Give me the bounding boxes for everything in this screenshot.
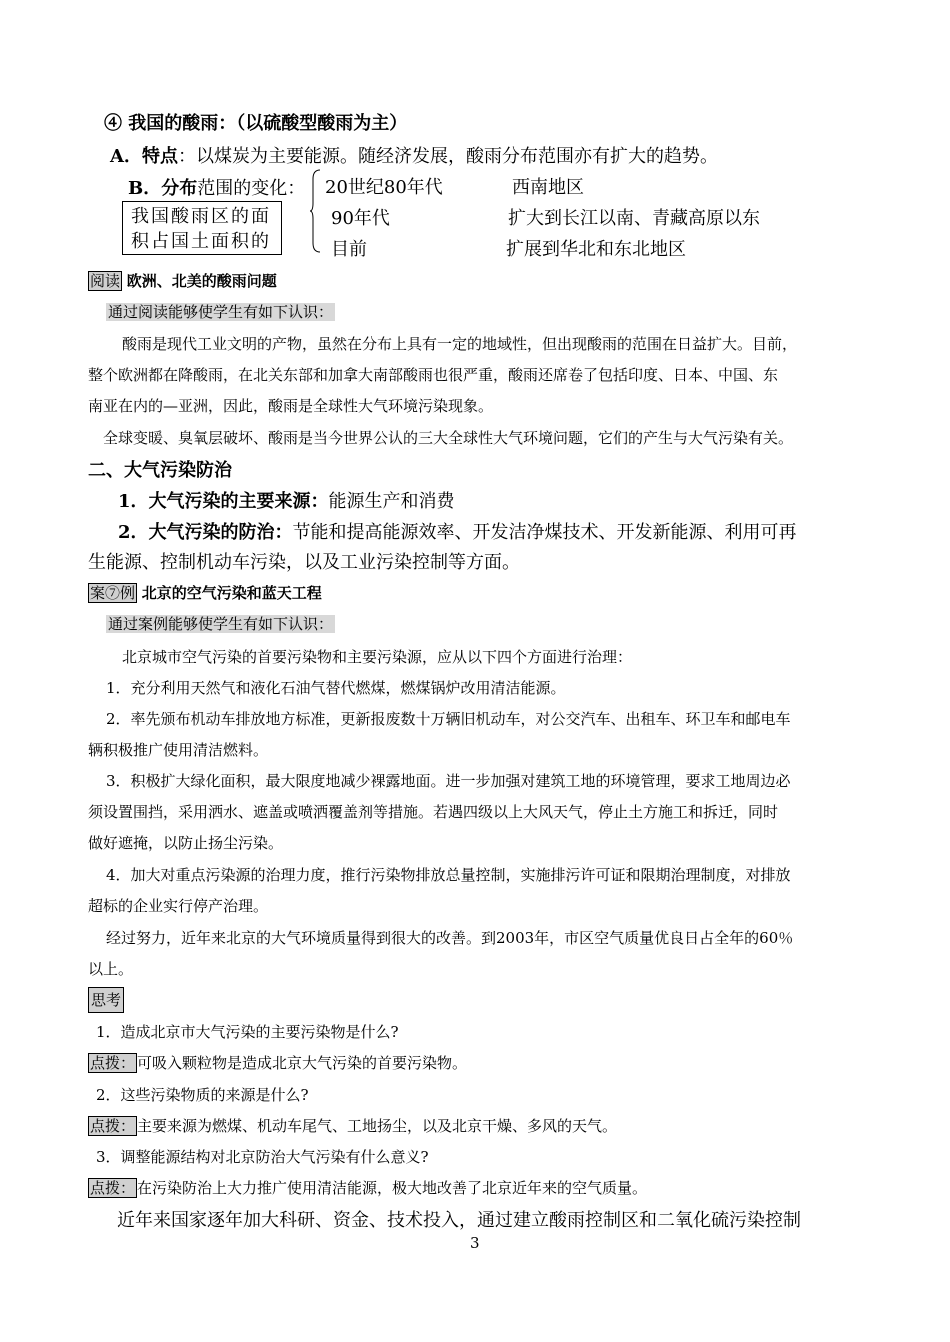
distribution-line [128,174,305,200]
case-line-4: 辆积极推广使用清洁燃料。 [88,741,269,759]
question-2: 2．这些污染物质的来源是什么? [96,1086,309,1104]
case-line-9: 超标的企业实行停产治理。 [88,897,269,915]
distribution-text: 范围的变化： [197,178,306,199]
change-area-2: 扩大到长江以南、青藏高原以东 [508,208,760,229]
area-ratio-box: 我国酸雨区的面积占国土面积的 [122,201,282,255]
hint-text-3: 在污染防治上大力推广使用清洁能源，极大地改善了北京近年来的空气质量。 [137,1179,648,1197]
case-tag: 案⑦例 [90,584,136,602]
case-title: 北京的空气污染和蓝天工程 [141,584,322,602]
hint-tag-2: 点拨： [90,1117,136,1135]
reading-line-4: 全球变暖、臭氧层破坏、酸雨是当今世界公认的三大全球性大气环境问题，它们的产生与大气污染有关。 [103,429,794,447]
distribution-label: B．分布 [128,178,198,199]
hint-1 [88,1052,467,1073]
change-period-3: 目前 [331,239,367,260]
section-heading-2: 二、大气污染防治 [88,460,232,481]
think-heading [88,987,124,1013]
page-number: 3 [470,1234,480,1252]
case-line-10: 经过努力，近年来北京的大气环境质量得到很大的改善。到2003年，市区空气质量优良日占全年的60％ [106,929,794,947]
case-line-6: 须设置围挡，采用洒水、遮盖或喷洒覆盖剂等措施。若遇四级以上大风天气，停止土方施工和拆迁，同时 [88,803,779,821]
reading-title: 欧洲、北美的酸雨问题 [126,272,277,290]
case-line-11: 以上。 [88,960,134,978]
pollution-control-line [118,518,797,544]
change-period-2: 90年代 [331,208,390,229]
reading-line-3: 南亚在内的—亚洲，因此，酸雨是全球性大气环境污染现象。 [88,397,494,415]
reading-line-2: 整个欧洲都在降酸雨，在北关东部和加拿大南部酸雨也很严重，酸雨还席卷了包括印度、日本、中国、东 [88,366,779,384]
case-line-7: 做好遮掩，以防止扬尘污染。 [88,834,284,852]
feature-label: A．特点 [110,146,178,167]
section-title-china-acid-rain: ④ 我国的酸雨：（以硫酸型酸雨为主） [104,113,408,134]
hint-3 [88,1177,647,1198]
change-area-3: 扩展到华北和东北地区 [506,239,686,260]
hint-tag-1: 点拨： [90,1054,136,1072]
left-brace [310,169,320,253]
pollution-source-label: 1．大气污染的主要来源： [118,491,329,512]
case-line-1: 北京城市空气污染的首要污染物和主要污染源，应从以下四个方面进行治理： [122,648,633,666]
case-line-3: 2．率先颁布机动车排放地方标准，更新报废数十万辆旧机动车，对公交汽车、出租车、环卫车和邮电车 [106,710,791,728]
reading-tag: 阅读 [90,272,121,290]
case-line-8: 4．加大对重点污染源的治理力度，推行污染物排放总量控制，实施排污许可证和限期治理制度，对排放 [106,866,791,884]
hint-text-2: 主要来源为燃煤、机动车尾气、工地扬尘，以及北京干燥、多风的天气。 [137,1117,618,1135]
feature-text: ：以煤炭为主要能源。随经济发展，酸雨分布范围亦有扩大的趋势。 [177,146,718,167]
reading-subtitle: 通过阅读能够使学生有如下认识： [108,303,334,321]
feature-line [110,142,718,168]
pollution-source-line [118,487,455,513]
case-subtitle: 通过案例能够使学生有如下认识： [108,615,334,633]
think-tag: 思考 [88,987,124,1013]
question-1: 1．造成北京市大气污染的主要污染物是什么? [96,1023,399,1041]
pollution-control-label: 2．大气污染的防治： [118,522,293,543]
question-3: 3．调整能源结构对北京防治大气污染有什么意义? [96,1148,429,1166]
pollution-source-text: 能源生产和消费 [328,491,455,512]
hint-2 [88,1115,617,1136]
hint-text-1: 可吸入颗粒物是造成北京大气污染的首要污染物。 [137,1054,468,1072]
case-line-2: 1．充分利用天然气和液化石油气替代燃煤，燃煤锅炉改用清洁能源。 [106,679,566,697]
reading-heading [88,270,277,291]
case-heading [88,582,322,603]
reading-line-1: 酸雨是现代工业文明的产物，虽然在分布上具有一定的地域性，但出现酸雨的范围在日益扩大。目前， [122,335,798,353]
closing-paragraph: 近年来国家逐年加大科研、资金、技术投入，通过建立酸雨控制区和二氧化硫污染控制 [117,1210,801,1231]
change-period-1: 20世纪80年代 [325,177,443,198]
hint-tag-3: 点拨： [90,1179,136,1197]
case-line-5: 3．积极扩大绿化面积，最大限度地减少裸露地面。进一步加强对建筑工地的环境管理，要求工地周边必 [106,772,791,790]
change-area-1: 西南地区 [512,177,584,198]
pollution-control-cont: 生能源、控制机动车污染，以及工业污染控制等方面。 [88,552,520,573]
pollution-control-text: 节能和提高能源效率、开发洁净煤技术、开发新能源、利用可再 [292,522,797,543]
